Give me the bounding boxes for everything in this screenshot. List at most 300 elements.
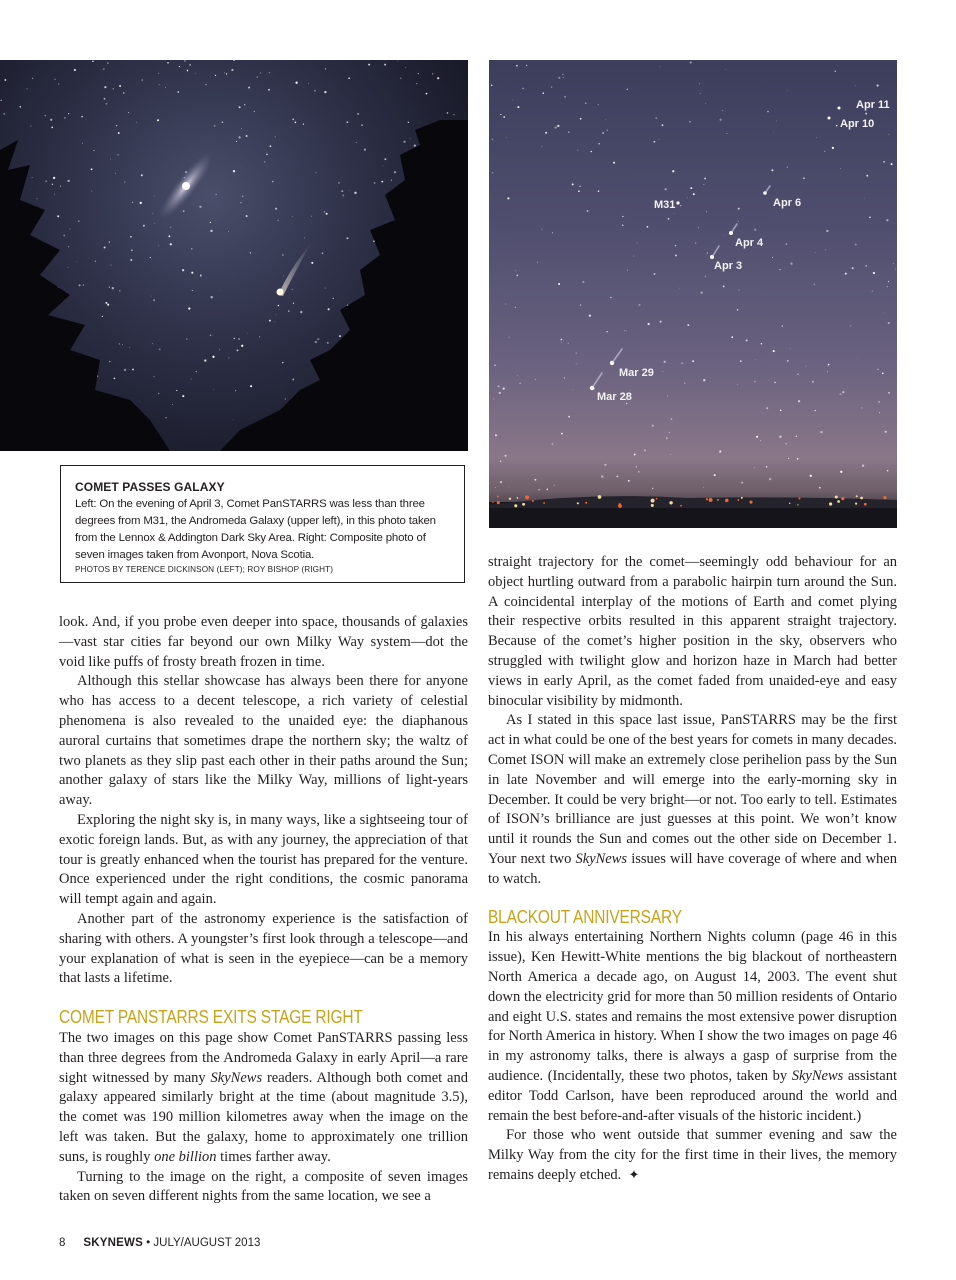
star — [772, 257, 773, 258]
star — [705, 276, 706, 277]
star — [684, 382, 685, 383]
town-light — [798, 497, 800, 499]
star — [333, 298, 334, 299]
star — [432, 73, 433, 74]
star — [690, 187, 692, 189]
star — [887, 470, 889, 472]
star — [246, 135, 248, 137]
star — [541, 146, 542, 147]
star — [124, 181, 125, 182]
star — [888, 322, 890, 324]
star — [515, 307, 516, 308]
star — [552, 443, 554, 445]
star — [250, 385, 252, 387]
star — [726, 133, 727, 134]
star — [53, 177, 55, 179]
star — [703, 379, 705, 381]
star — [191, 248, 192, 249]
paragraph: straight trajectory for the comet—seemingly odd behaviour for an object hurtling outward from a parabolic hairpin turn around the Sun. A coincidental interplay of the motions of Earth and comet plying their respective orbits resulted in this apparent straight trajectory. Because of the comet’s higher position in the sky, observers who struggled with twilight glow and horizon haze in March had better views in early April, as the comet faded from unaided-eye and easy binocular visibility by midmonth. — [488, 554, 897, 709]
star — [233, 60, 235, 61]
text-run: issues will have coverage of where and when to watch. — [488, 850, 897, 887]
star — [824, 151, 825, 152]
star — [551, 86, 552, 87]
comet-andromeda-photo — [0, 60, 468, 451]
star — [179, 66, 180, 67]
star — [4, 79, 6, 81]
star — [374, 182, 376, 184]
star — [652, 425, 654, 427]
star — [512, 100, 513, 101]
star — [616, 475, 618, 477]
star — [104, 98, 106, 100]
star — [113, 88, 114, 89]
star — [577, 150, 578, 151]
star — [282, 254, 283, 255]
star — [598, 143, 600, 145]
star — [737, 309, 738, 310]
star — [211, 296, 213, 298]
star — [254, 111, 255, 112]
star — [582, 281, 584, 283]
star — [260, 72, 261, 73]
star — [356, 142, 357, 143]
star — [503, 116, 505, 118]
star — [845, 273, 847, 275]
star — [275, 136, 276, 137]
paragraph: Turning to the image on the right, a composite of seven images taken on seven different nights from the same location, we see a — [59, 1168, 468, 1205]
star — [701, 292, 703, 294]
star — [132, 202, 133, 203]
star — [361, 124, 363, 126]
star — [159, 348, 161, 350]
star — [236, 141, 237, 142]
star — [83, 285, 84, 286]
text-run: The two images on this page show Comet PanSTARRS passing less than three degrees from the Andromeda Galaxy in early April—a rare sight witnessed by many — [59, 1029, 468, 1086]
star — [58, 84, 59, 85]
star — [693, 193, 695, 195]
caption-title: COMET PASSES GALAXY — [75, 480, 225, 494]
star — [606, 331, 607, 332]
town-light — [492, 502, 493, 503]
star — [494, 365, 495, 366]
town-light — [525, 495, 529, 499]
star — [182, 269, 184, 271]
comet-composite-illustration — [489, 60, 897, 528]
star — [613, 162, 615, 164]
star — [562, 74, 564, 76]
star — [141, 79, 143, 81]
star — [507, 197, 509, 199]
star — [505, 304, 506, 305]
town-light — [497, 496, 499, 498]
star — [703, 184, 704, 185]
town-light — [717, 499, 719, 501]
star — [820, 431, 822, 433]
star — [233, 338, 234, 339]
star — [3, 113, 5, 115]
star — [69, 228, 70, 229]
star — [825, 249, 826, 250]
star — [224, 72, 225, 73]
star — [264, 161, 265, 162]
star — [522, 88, 524, 90]
town-light — [864, 503, 867, 506]
town-light — [532, 500, 534, 502]
star — [82, 143, 83, 144]
star — [660, 321, 662, 323]
star — [199, 206, 201, 208]
star — [394, 171, 396, 173]
star — [499, 392, 501, 394]
star — [341, 190, 343, 192]
star — [558, 77, 560, 79]
star — [500, 114, 501, 115]
star — [602, 132, 604, 134]
star — [797, 373, 799, 375]
star — [269, 320, 271, 322]
star — [500, 461, 501, 462]
town-light — [737, 499, 739, 501]
end-mark-icon: ✦ — [628, 1167, 640, 1183]
star — [598, 104, 599, 105]
star — [812, 381, 814, 383]
star — [405, 67, 406, 68]
star — [842, 391, 844, 393]
star — [714, 474, 716, 476]
star — [105, 103, 107, 105]
town-light — [841, 497, 844, 500]
star — [864, 198, 865, 199]
text-run: In his always entertaining Northern Nights column (page 46 in this issue), Ken Hewitt-White mentions the big blackout of northeastern North America a decade ago, on August 14, 2003. The event shut down the electricity grid for more than 50 million residents of Ontario and eight U.S. states and remains the most extensive power disruption for North America in history. When I show the two images on page 46 in my astronomy talks, there is always a gasp of surprise from the audience. (Incidentally, these two photos, taken by — [488, 929, 897, 1084]
star — [153, 299, 155, 301]
star — [228, 357, 229, 358]
star — [726, 69, 727, 70]
star — [168, 235, 170, 237]
star — [170, 243, 172, 245]
star — [887, 286, 888, 287]
star — [893, 263, 894, 264]
star — [667, 396, 668, 397]
star — [515, 270, 516, 271]
star — [706, 211, 707, 212]
star — [304, 237, 305, 238]
text-run: readers. Although both comet and galaxy appeared similarly bright at the time (about magnitude 3.5), the comet was 190 million kilometres away when the image on the left was taken. But the galaxy, home to approximately one trillion suns, is roughly — [59, 1069, 468, 1165]
star — [787, 167, 788, 168]
label-apr-3: Apr 3 — [714, 260, 743, 272]
star — [129, 369, 130, 370]
star — [779, 436, 781, 438]
star — [707, 252, 708, 253]
star — [154, 196, 155, 197]
section-heading-comet-panstarrs: COMET PANSTARRS EXITS STAGE RIGHT — [59, 1007, 363, 1028]
star — [687, 324, 689, 326]
star — [242, 196, 243, 197]
star — [325, 68, 326, 69]
star — [578, 190, 580, 192]
star — [780, 414, 781, 415]
star — [723, 285, 725, 287]
star — [124, 369, 126, 371]
star — [866, 175, 868, 177]
star — [165, 417, 166, 418]
star — [311, 262, 313, 264]
star — [189, 64, 191, 66]
star — [622, 216, 623, 217]
star — [561, 433, 563, 435]
star — [679, 288, 680, 289]
star — [93, 150, 94, 151]
star — [797, 458, 799, 460]
star — [110, 159, 111, 160]
star — [241, 345, 243, 347]
star — [176, 390, 177, 391]
star — [690, 61, 692, 63]
star — [183, 210, 185, 212]
star — [159, 84, 160, 85]
star — [731, 336, 733, 338]
star — [585, 103, 587, 105]
star — [605, 119, 606, 120]
town-light — [585, 502, 587, 504]
star — [827, 371, 828, 372]
star — [668, 218, 670, 220]
photo-caption-box — [60, 465, 465, 583]
star — [535, 379, 536, 380]
star — [555, 126, 557, 128]
star — [130, 236, 132, 238]
text-run: For those who went outside that summer evening and saw the Milky Way from the city for the first time in their lives, the memory remains deeply etched. — [488, 1127, 897, 1183]
star — [671, 418, 673, 420]
label-mar-28: Mar 28 — [597, 391, 632, 403]
star — [576, 352, 577, 353]
star — [865, 265, 867, 267]
star — [117, 154, 118, 155]
label-apr-4: Apr 4 — [735, 237, 764, 249]
star — [151, 296, 152, 297]
star — [610, 297, 611, 298]
star — [687, 197, 688, 198]
star — [295, 122, 297, 124]
star — [238, 136, 240, 138]
star — [780, 410, 782, 412]
star — [109, 241, 110, 242]
town-light — [509, 498, 511, 500]
star — [1, 100, 2, 101]
star — [754, 467, 755, 468]
star — [241, 128, 242, 129]
star — [790, 263, 792, 265]
star — [447, 112, 449, 114]
star — [76, 261, 77, 262]
star — [884, 313, 885, 314]
star — [674, 213, 675, 214]
star — [60, 185, 61, 186]
star — [250, 252, 251, 253]
star — [257, 76, 258, 77]
star — [700, 93, 701, 94]
star — [798, 400, 800, 402]
star — [112, 287, 114, 289]
star — [354, 192, 356, 194]
star — [576, 363, 577, 364]
left-text-column — [59, 613, 468, 1207]
town-light — [829, 502, 832, 505]
star — [416, 83, 417, 84]
star — [383, 165, 384, 166]
star — [222, 121, 224, 123]
star — [724, 235, 725, 236]
star — [237, 349, 239, 351]
star — [662, 371, 663, 372]
star — [738, 289, 739, 290]
star — [131, 250, 132, 251]
star — [19, 106, 21, 108]
town-light — [837, 500, 840, 503]
label-apr-6: Apr 6 — [773, 197, 802, 209]
section-heading-blackout-anniversary: BLACKOUT ANNIVERSARY — [488, 906, 682, 927]
star — [816, 137, 817, 138]
star — [492, 139, 493, 140]
star — [500, 481, 502, 483]
star — [776, 121, 777, 122]
star — [495, 487, 496, 488]
star — [191, 378, 192, 379]
star — [339, 335, 341, 337]
star — [30, 126, 31, 127]
star — [346, 237, 348, 239]
star — [538, 489, 540, 491]
star — [857, 358, 858, 359]
star — [568, 131, 570, 133]
star — [785, 443, 787, 445]
star — [214, 125, 216, 127]
star — [266, 153, 268, 155]
star — [79, 284, 81, 286]
star — [828, 364, 830, 366]
star — [295, 82, 297, 84]
star — [769, 478, 771, 480]
star — [397, 61, 398, 62]
star — [557, 125, 559, 127]
star — [292, 378, 294, 380]
star — [889, 134, 890, 135]
star — [212, 356, 214, 358]
paragraph — [488, 1126, 897, 1185]
star — [886, 219, 888, 221]
star — [158, 393, 159, 394]
star — [410, 138, 411, 139]
star — [233, 419, 234, 420]
star — [195, 73, 196, 74]
star — [276, 314, 277, 315]
star — [877, 84, 879, 86]
star — [891, 163, 893, 165]
star — [45, 181, 46, 182]
star — [140, 202, 142, 204]
star — [403, 141, 405, 143]
star — [773, 132, 774, 133]
star — [384, 64, 386, 66]
star — [57, 215, 59, 217]
star — [885, 431, 887, 433]
town-light — [618, 504, 622, 508]
star — [814, 284, 815, 285]
paragraph — [59, 1029, 468, 1168]
star — [719, 452, 720, 453]
star — [738, 221, 739, 222]
star — [238, 338, 240, 340]
star — [882, 373, 884, 375]
star — [850, 325, 851, 326]
star — [855, 85, 856, 86]
star — [509, 487, 510, 488]
star — [564, 377, 566, 379]
star — [654, 273, 656, 275]
star — [123, 92, 125, 94]
star — [349, 190, 350, 191]
star — [636, 466, 637, 467]
label-apr-10: Apr 10 — [840, 118, 875, 130]
star — [516, 65, 518, 67]
star — [826, 230, 828, 232]
star — [877, 369, 878, 370]
star — [157, 119, 159, 121]
star — [205, 84, 206, 85]
star — [491, 84, 493, 86]
star — [835, 71, 836, 72]
star — [883, 161, 885, 163]
star — [111, 265, 112, 266]
star — [782, 325, 783, 326]
star — [453, 114, 454, 115]
star — [754, 229, 756, 231]
star — [774, 382, 775, 383]
star — [689, 121, 691, 123]
star — [664, 361, 666, 363]
star — [495, 434, 497, 436]
star — [607, 130, 608, 131]
star — [862, 465, 864, 467]
star — [695, 242, 697, 244]
star — [790, 348, 791, 349]
star — [36, 198, 37, 199]
star — [637, 243, 638, 244]
star — [638, 304, 640, 306]
star — [384, 158, 386, 160]
star — [788, 458, 789, 459]
comet-composite-photo — [489, 60, 897, 528]
star — [537, 262, 538, 263]
star — [177, 91, 179, 93]
star — [283, 275, 284, 276]
star — [315, 172, 316, 173]
paragraph — [488, 928, 897, 1126]
star — [426, 93, 428, 95]
star — [246, 215, 248, 217]
star — [568, 343, 569, 344]
paragraph — [488, 711, 897, 889]
star — [628, 480, 630, 482]
star — [324, 211, 326, 213]
star — [545, 132, 547, 134]
star — [741, 481, 743, 483]
star — [647, 226, 649, 228]
star — [285, 399, 286, 400]
star — [815, 410, 816, 411]
star — [519, 383, 520, 384]
star — [840, 168, 841, 169]
star — [878, 401, 880, 403]
